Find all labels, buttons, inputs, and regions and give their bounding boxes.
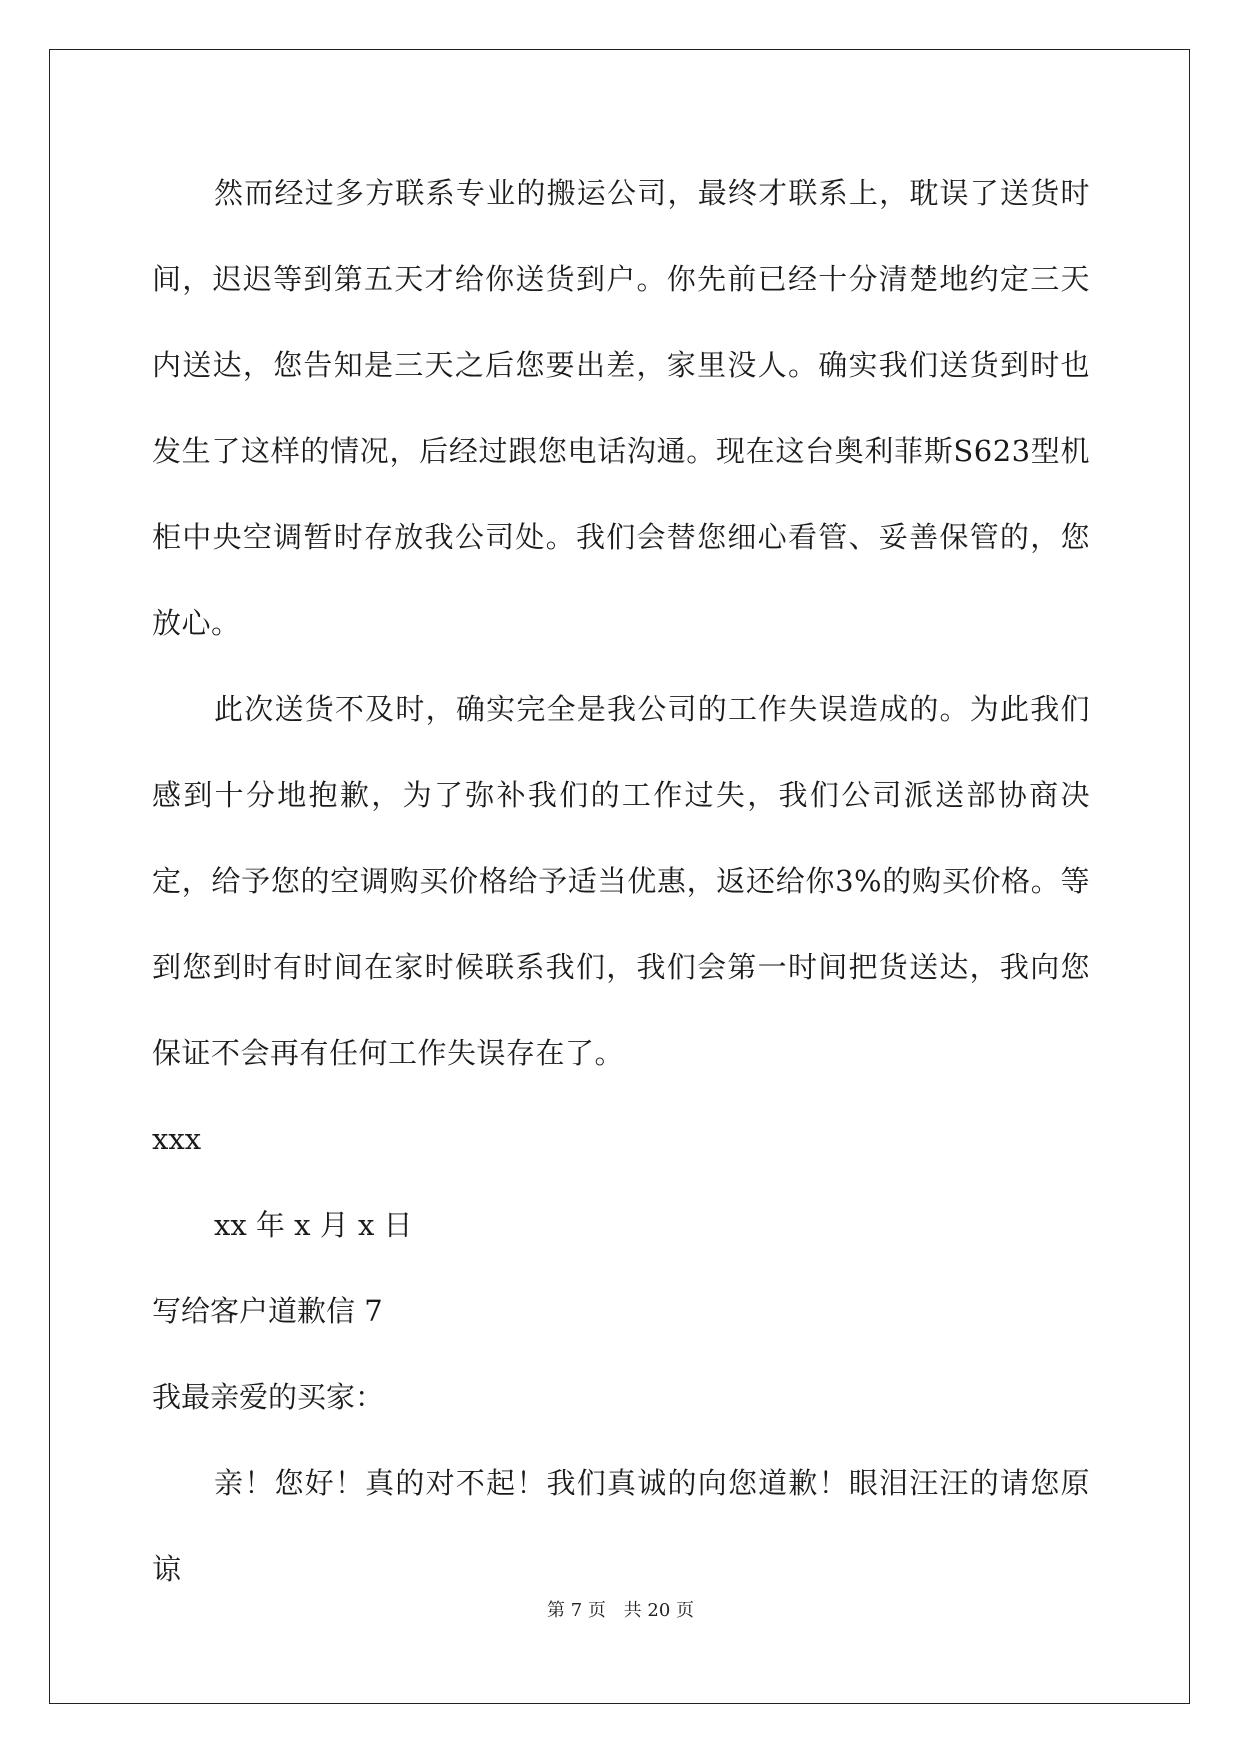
paragraph-closing: 亲！您好！真的对不起！我们真诚的向您道歉！眼泪汪汪的请您原谅	[152, 1466, 1090, 1586]
page-footer	[0, 1596, 1241, 1622]
paragraph-apology-compensation: 此次送货不及时，确实完全是我公司的工作失误造成的。为此我们感到十分地抱歉，为了弥补我们的工作过失，我们公司派送部协商决定，给予您的空调购买价格给予适当优惠，返还给你3%的购买价格。等到您到时有时间在家时候联系我们，我们会第一时间把货送达，我向您保证不会再有任何工作失误存在了。	[152, 692, 1090, 1070]
paragraph-delivery-delay: 然而经过多方联系专业的搬运公司，最终才联系上，耽误了送货时间，迟迟等到第五天才给你送货到户。你先前已经十分清楚地约定三天内送达，您告知是三天之后您要出差，家里没人。确实我们送货到时也发生了这样的情况，后经过跟您电话沟通。现在这台奥利菲斯S623型机柜中央空调暂时存放我公司处。我们会替您细心看管、妥善保管的，您放心。	[152, 176, 1090, 640]
section-title: 写给客户道歉信 7	[152, 1294, 383, 1328]
signature: xxx	[152, 1122, 202, 1156]
page-number: 第 7 页	[547, 1600, 606, 1621]
document-body	[152, 150, 1090, 1612]
date-line: xx 年 x 月 x 日	[214, 1208, 413, 1242]
page-total: 共 20 页	[623, 1600, 694, 1621]
salutation: 我最亲爱的买家：	[152, 1380, 385, 1414]
